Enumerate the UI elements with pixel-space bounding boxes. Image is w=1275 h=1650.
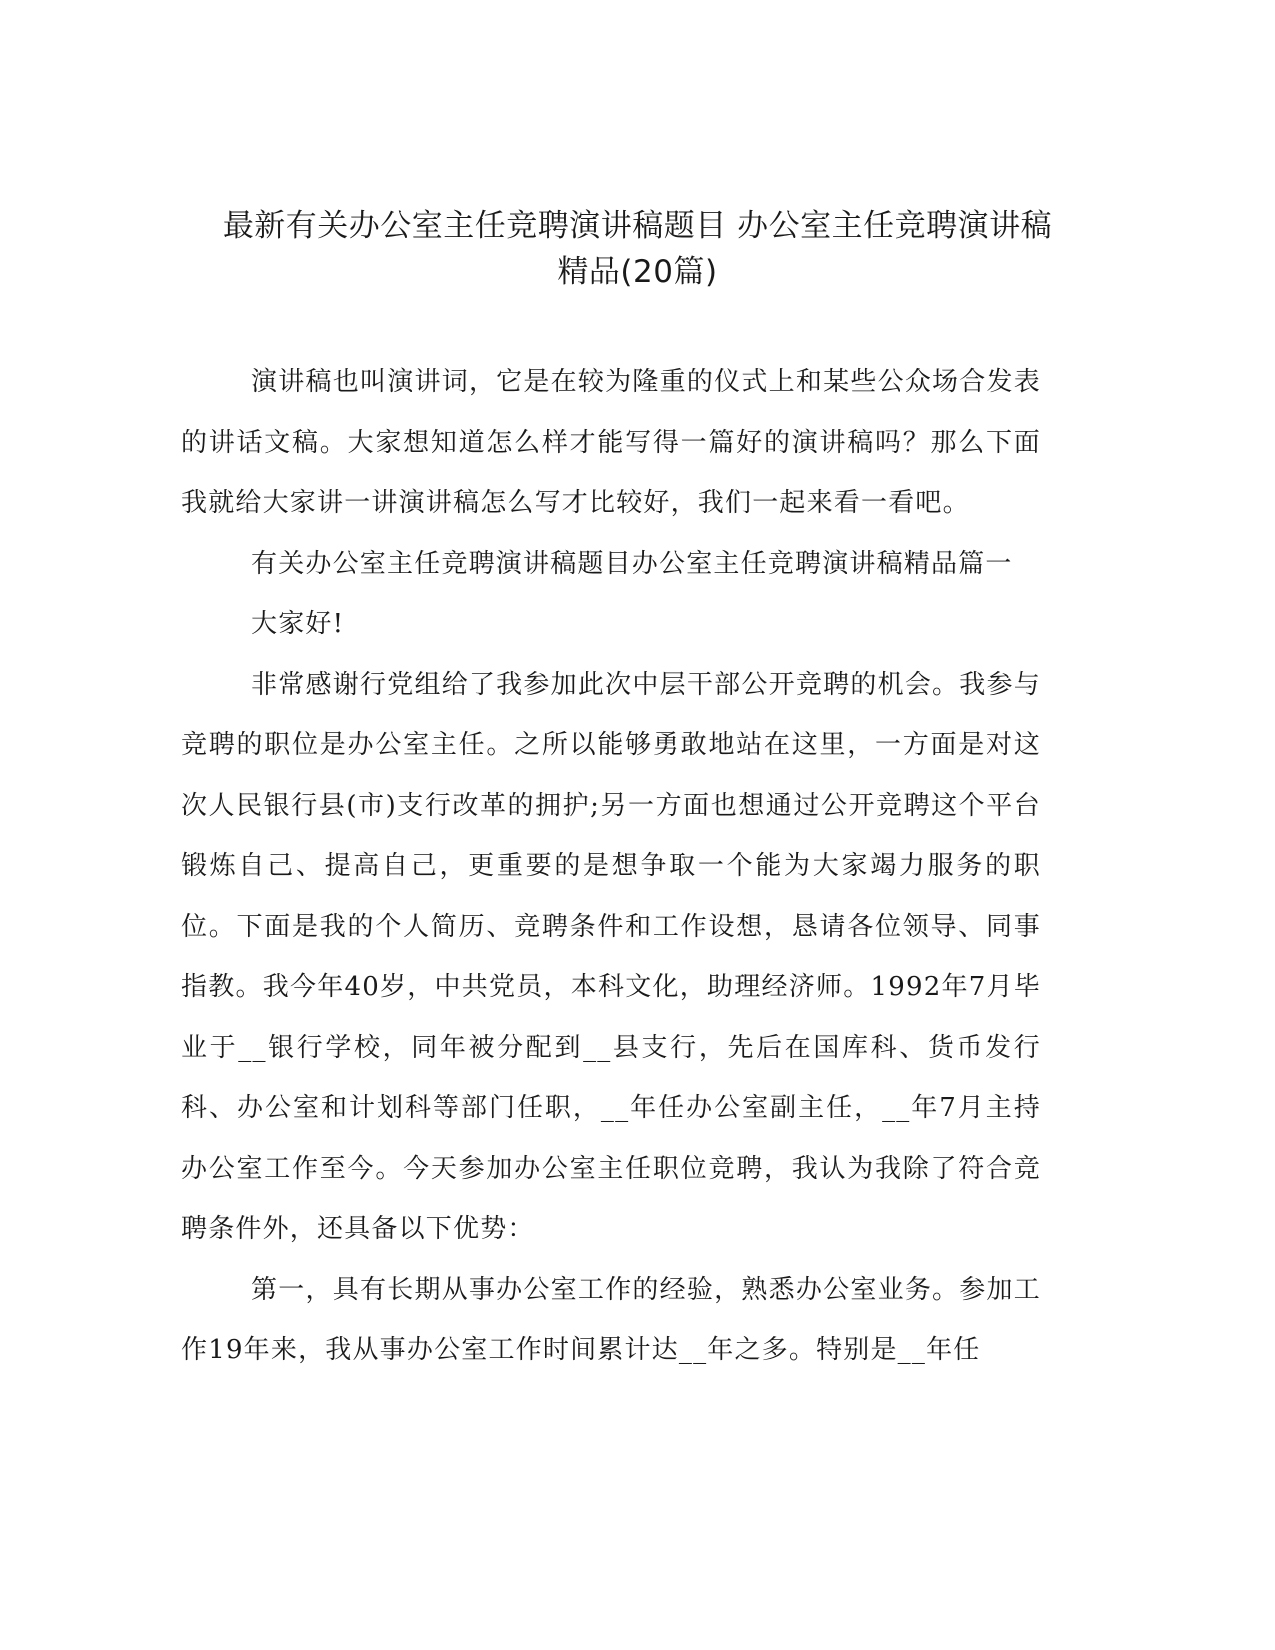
greeting-paragraph: 大家好! [251,609,345,639]
body-paragraph: 非常感谢行党组给了我参加此次中层干部公开竞聘的机会。我参与竞聘的职位是办公室主任。之所以能够勇敢地站在这里，一方面是对这次人民银行县(市)支行改革的拥护;另一方面也想通过公开竞聘这个平台锻炼自己、提高自己，更重要的是想争取一个能为大家竭力服务的职位。下面是我的个人简历、竞聘条件和工作设想，恳请各位领导、同事指教。我今年40岁，中共党员，本科文化，助理经济师。1992年7月毕业于__银行学校，同年被分配到__县支行，先后在国库科、货币发行科、办公室和计划科等部门任职，__年任办公室副主任，__年7月主持办公室工作至今。今天参加办公室主任职位竞聘，我认为我除了符合竞聘条件外，还具备以下优势： [181,669,1041,1244]
title-line-1: 最新有关办公室主任竞聘演讲稿题目 办公室主任竞聘演讲稿 [222,208,1053,244]
document-body [181,352,1041,1381]
section-heading: 有关办公室主任竞聘演讲稿题目办公室主任竞聘演讲稿精品篇一 [251,548,1013,579]
title-line-2: 精品(20篇) [557,254,718,290]
body-paragraph: 第一，具有长期从事办公室工作的经验，熟悉办公室业务。参加工作19年来，我从事办公室工作时间累计达__年之多。特别是__年任 [181,1274,1041,1365]
intro-paragraph: 演讲稿也叫演讲词，它是在较为隆重的仪式上和某些公众场合发表的讲话文稿。大家想知道怎么样才能写得一篇好的演讲稿吗？那么下面我就给大家讲一讲演讲稿怎么写才比较好，我们一起来看一看吧。 [181,367,1041,518]
document-title [150,203,1125,295]
